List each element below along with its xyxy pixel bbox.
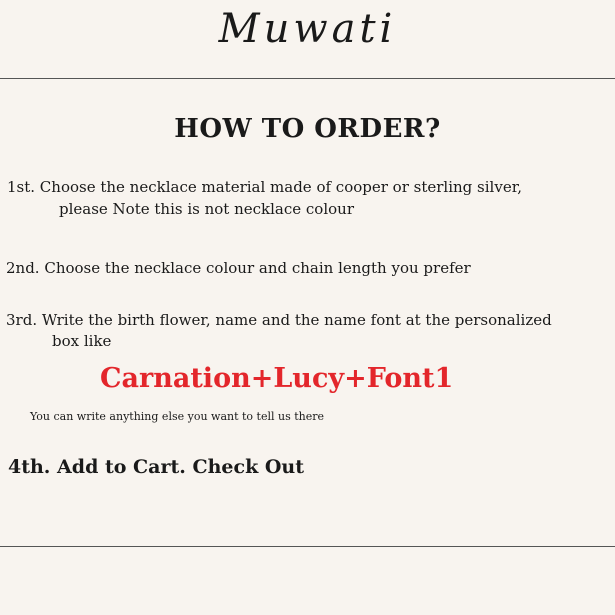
- step-1-line-1: 1st. Choose the necklace material made of cooper or sterling silver,: [7, 178, 522, 196]
- step-1-line-2: please Note this is not necklace colour: [59, 200, 354, 218]
- step-3-line-2: box like: [52, 332, 112, 350]
- step-2-line-1: 2nd. Choose the necklace colour and chain length you prefer: [6, 259, 471, 277]
- personalization-note: You can write anything else you want to tell us there: [30, 410, 325, 423]
- step-4-line-1: 4th. Add to Cart. Check Out: [8, 456, 304, 478]
- page-title: HOW TO ORDER?: [174, 114, 441, 144]
- bottom-divider: [0, 546, 615, 547]
- top-divider: [0, 78, 615, 79]
- step-3-line-1: 3rd. Write the birth flower, name and the name font at the personalized: [6, 311, 552, 329]
- brand-logo: Muwati: [218, 6, 397, 52]
- personalization-example: Carnation+Lucy+Font1: [100, 363, 454, 394]
